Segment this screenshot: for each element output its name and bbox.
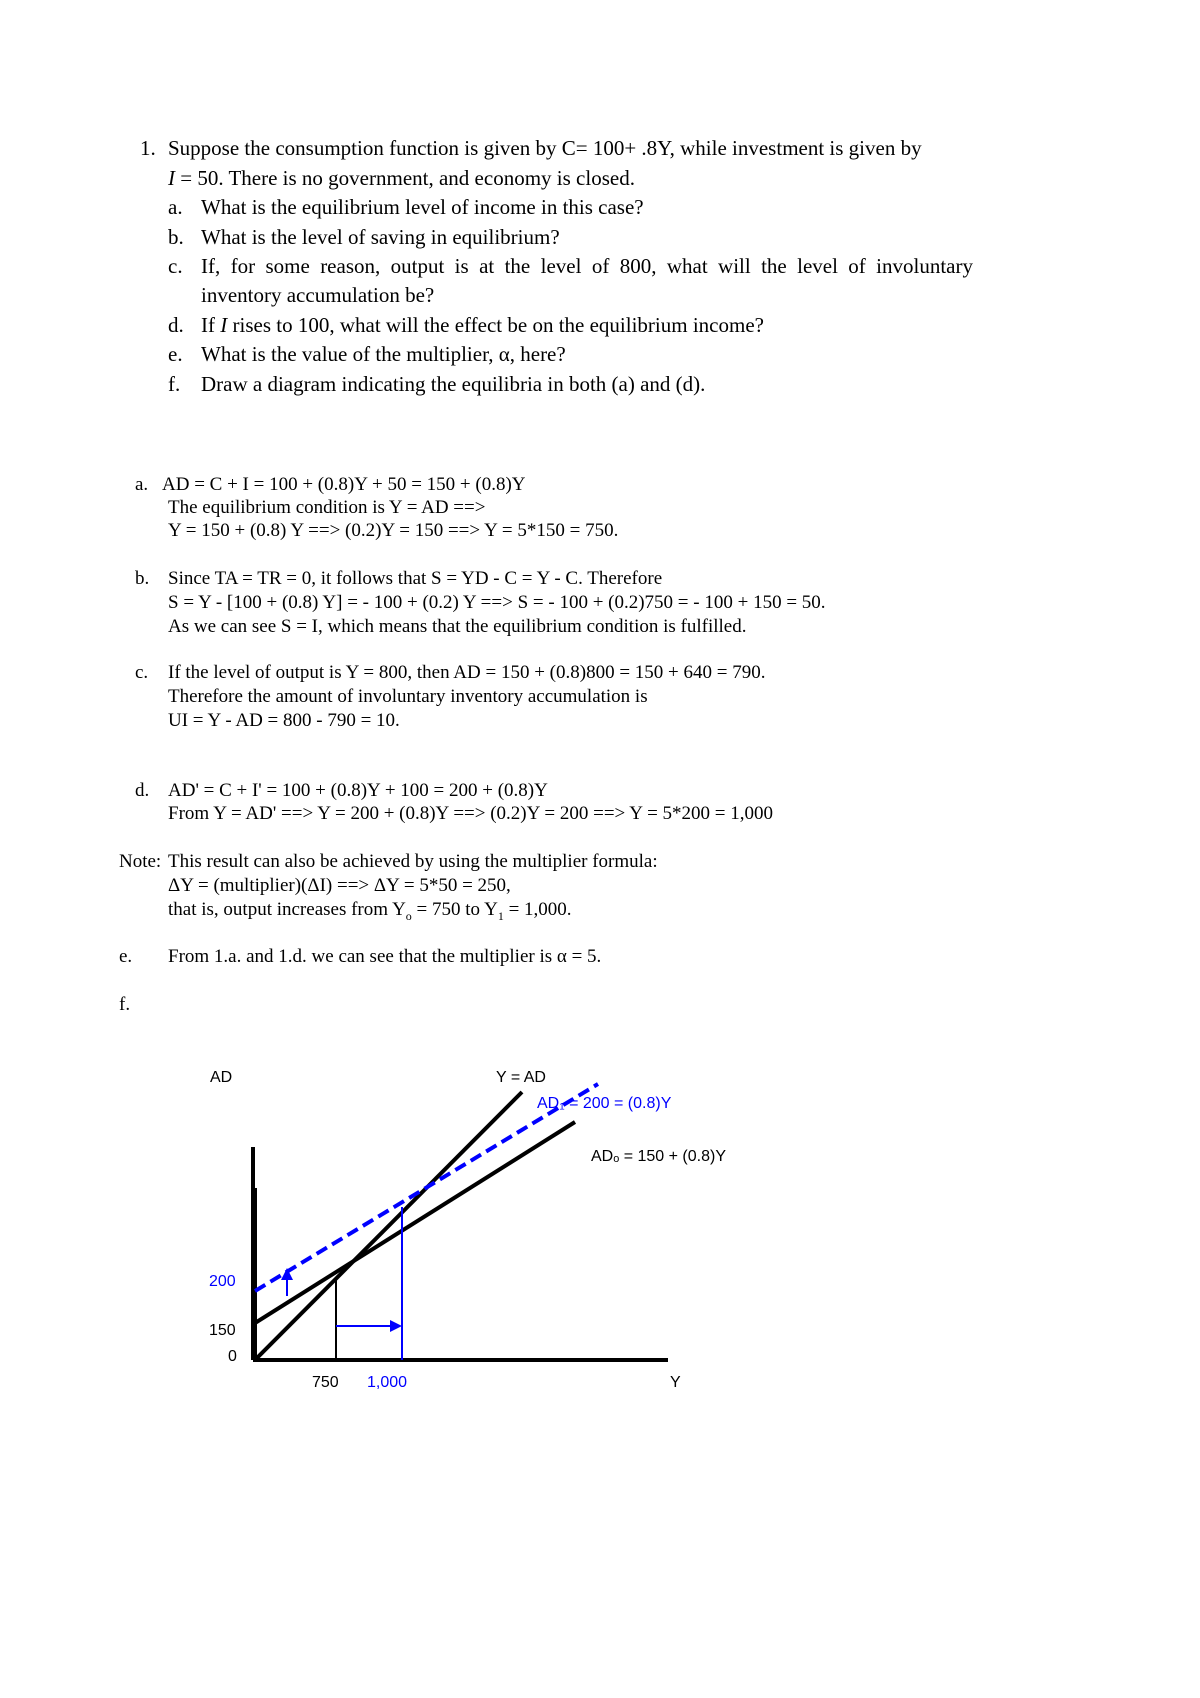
part-d-rest: rises to 100, what will the effect be on the equilibrium income?: [227, 313, 764, 337]
answer-a-line: The equilibrium condition is Y = AD ==>: [168, 497, 486, 518]
part-e-text: What is the value of the multiplier, α, here?: [201, 342, 566, 366]
line-45-label: Y = AD: [496, 1069, 546, 1086]
answer-c-line: If the level of output is Y = 800, then AD = 150 + (0.8)800 = 150 + 640 = 790.: [168, 662, 766, 683]
part-a-text: What is the equilibrium level of income in this case?: [201, 195, 644, 219]
answer-b-label: b.: [135, 568, 150, 589]
part-d-pre: If: [201, 313, 221, 337]
note-line3-pre: that is, output increases from Y: [168, 899, 406, 920]
x-tick-1000: 1,000: [367, 1374, 408, 1391]
answer-b-line: As we can see S = I, which means that the equilibrium condition is fulfilled.: [168, 616, 747, 637]
ad0-label: ADₒ = 150 + (0.8)Y: [591, 1148, 726, 1165]
note-line3-mid: = 750 to Y: [411, 899, 498, 920]
answer-e-label: e.: [119, 946, 133, 967]
part-f-text: Draw a diagram indicating the equilibria in both (a) and (d).: [201, 372, 706, 396]
investment-var: I: [168, 166, 175, 190]
question-intro-line1: Suppose the consumption function is given by C= 100+ .8Y, while investment is given by: [168, 136, 922, 160]
part-d-var: I: [220, 313, 228, 337]
answer-b-line: S = Y - [100 + (0.8) Y] = - 100 + (0.2) Y ==> S = - 100 + (0.2)750 = - 100 + 150 = 50.: [168, 592, 826, 613]
y-tick-200: 200: [209, 1273, 236, 1290]
keynesian-cross-diagram: [200, 1060, 850, 1410]
part-b-text: What is the level of saving in equilibrium?: [201, 225, 560, 249]
x-axis-label: Y: [670, 1374, 681, 1391]
answer-c-line: UI = Y - AD = 800 - 790 = 10.: [168, 710, 400, 731]
part-c-label: c.: [168, 254, 183, 278]
ad1-label: AD₁ = 200 = (0.8)Y: [537, 1095, 672, 1112]
part-e-label: e.: [168, 342, 183, 366]
answer-e-line: From 1.a. and 1.d. we can see that the multiplier is α = 5.: [168, 946, 602, 967]
ad0-line: [255, 1122, 575, 1323]
y-tick-0: 0: [228, 1348, 237, 1365]
line-45-degree: [255, 1092, 522, 1360]
y-axis-label: AD: [210, 1069, 233, 1086]
note-label: Note:: [119, 851, 162, 872]
x-tick-750: 750: [312, 1374, 339, 1391]
note-line3-post: = 1,000.: [503, 899, 572, 920]
question-number: 1.: [140, 136, 156, 160]
note-line: This result can also be achieved by using the multiplier formula:: [168, 851, 658, 872]
note-line: [168, 900, 572, 922]
answer-a-line: AD = C + I = 100 + (0.8)Y + 50 = 150 + (0.8)Y: [162, 474, 526, 495]
note-sub-o: o: [405, 908, 412, 923]
answer-a-line: Y = 150 + (0.8) Y ==> (0.2)Y = 150 ==> Y = 5*150 = 750.: [168, 520, 619, 541]
part-d-text: [201, 315, 764, 336]
note-line: ΔY = (multiplier)(ΔI) ==> ΔY = 5*50 = 250,: [168, 875, 511, 896]
part-c-text: If, for some reason, output is at the level of 800, what will the level of involuntary: [201, 254, 973, 278]
part-d-label: d.: [168, 313, 184, 337]
answer-c-line: Therefore the amount of involuntary inventory accumulation is: [168, 686, 648, 707]
output-shift-arrow-head: [390, 1320, 402, 1332]
question-intro-line2: [168, 168, 635, 189]
answer-a-label: a.: [135, 474, 149, 495]
y-tick-150: 150: [209, 1322, 236, 1339]
part-a-label: a.: [168, 195, 183, 219]
answer-d-line: From Y = AD' ==> Y = 200 + (0.8)Y ==> (0.2)Y = 200 ==> Y = 5*200 = 1,000: [168, 803, 773, 824]
question-intro-line2-text: = 50. There is no government, and economy is closed.: [175, 166, 635, 190]
note-sub-1: 1: [497, 908, 504, 923]
part-c-text-cont: inventory accumulation be?: [201, 283, 435, 307]
answer-b-line: Since TA = TR = 0, it follows that S = YD - C = Y - C. Therefore: [168, 568, 663, 589]
part-f-label: f.: [168, 372, 181, 396]
answer-c-label: c.: [135, 662, 149, 683]
ad1-line: [255, 1084, 598, 1291]
answer-f-label: f.: [119, 994, 131, 1015]
part-b-label: b.: [168, 225, 184, 249]
answer-d-label: d.: [135, 780, 150, 801]
answer-d-line: AD' = C + I' = 100 + (0.8)Y + 100 = 200 + (0.8)Y: [168, 780, 548, 801]
